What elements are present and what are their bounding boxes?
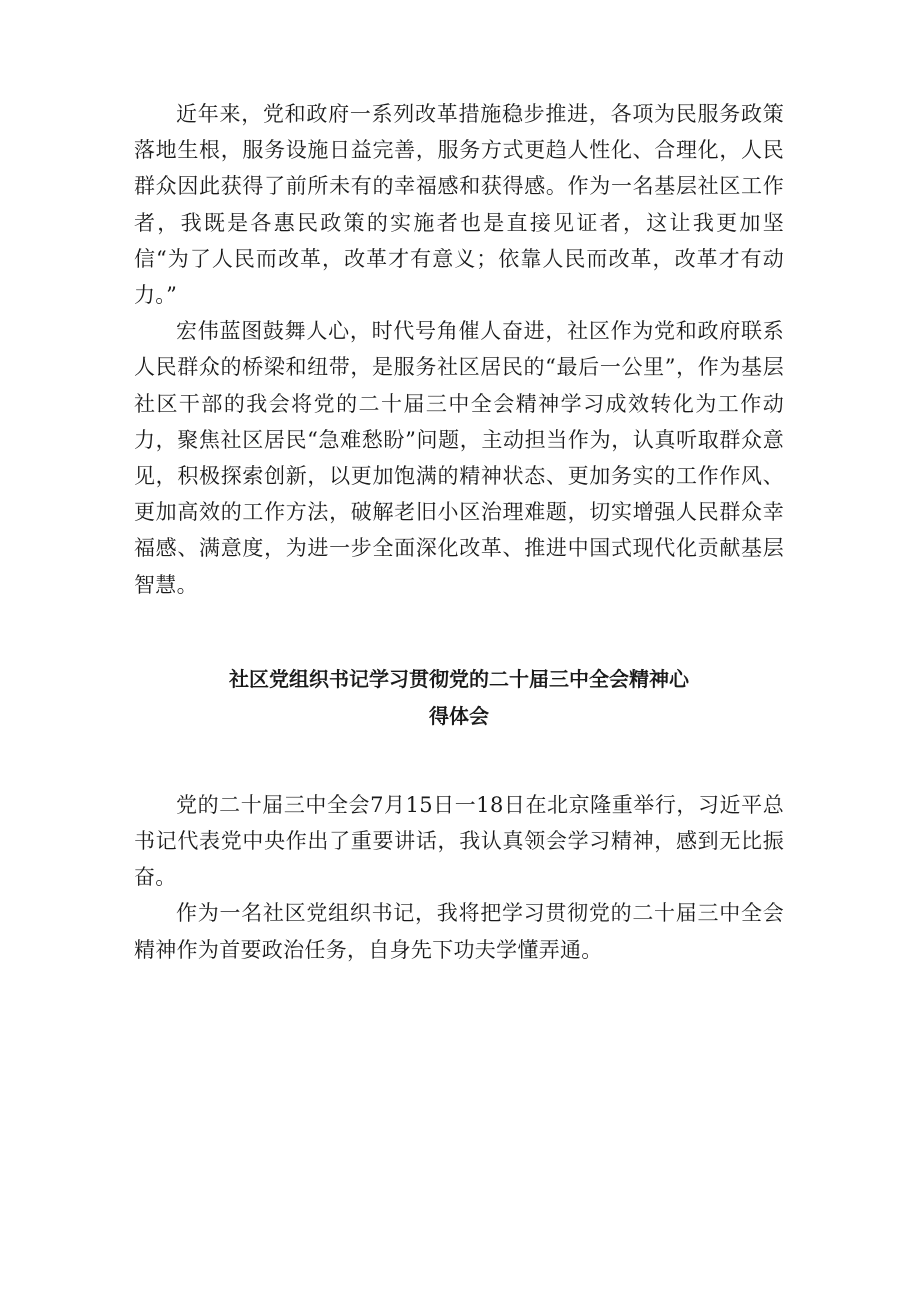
paragraph-secretary: 作为一名社区党组织书记，我将把学习贯彻党的二十届三中全会精神作为首要政治任务，自身先下功夫学懂弄通。 [134,901,784,962]
article-title [134,661,784,735]
paragraph-intro: 近年来，党和政府一系列改革措施稳步推进，各项为民服务政策落地生根，服务设施日益完善，服务方式更趋人性化、合理化，人民群众因此获得了前所未有的幸福感和获得感。作为一名基层社区工作者，我既是各惠民政策的实施者也是直接见证者，这让我更加坚信“为了人民而改革，改革才有意义；依靠人民而改革，改革才有动力。” [134,102,784,308]
document-page [134,96,784,968]
section-bottom [134,787,784,968]
paragraph-plenary: 党的二十届三中全会7月15日一18日在北京隆重举行，习近平总书记代表党中央作出了重要讲话，我认真领会学习精神，感到无比振奋。 [134,792,784,890]
article-title-line1: 社区党组织书记学习贯彻党的二十届三中全会精神心 [229,666,689,691]
article-title-line2: 得体会 [429,703,489,728]
paragraph-blueprint: 宏伟蓝图鼓舞人心，时代号角催人奋进，社区作为党和政府联系人民群众的桥梁和纽带，是服务社区居民的“最后一公里”，作为基层社区干部的我会将党的二十届三中全会精神学习成效转化为工作动力，聚焦社区居民“急难愁盼”问题，主动担当作为，认真听取群众意见，积极探索创新，以更加饱满的精神状态、更加务实的工作作风、更加高效的工作方法，破解老旧小区治理难题，切实增强人民群众幸福感、满意度，为进一步全面深化改革、推进中国式现代化贡献基层智慧。 [134,319,784,597]
section-top [134,96,784,603]
